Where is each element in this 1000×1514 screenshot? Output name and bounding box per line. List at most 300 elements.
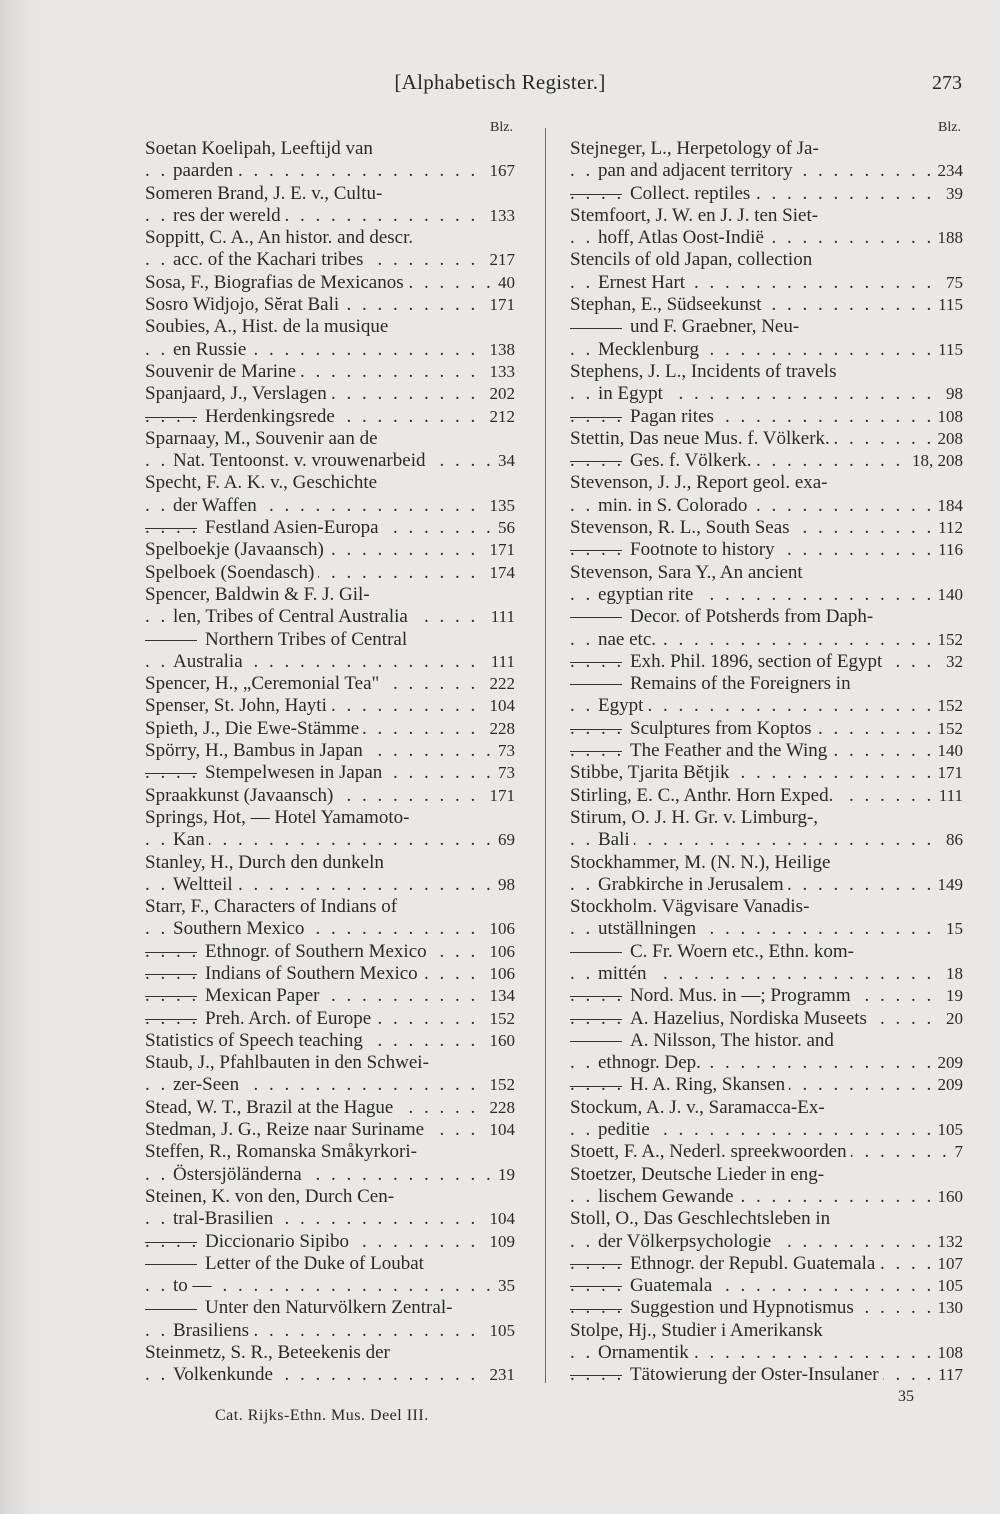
register-entry (570, 1141, 963, 1163)
register-entry (145, 785, 515, 807)
entry-page-number: 7 (949, 1141, 964, 1163)
repeat-dash (570, 662, 622, 663)
entry-line (570, 1297, 963, 1319)
entry-text: der Waffen (173, 495, 261, 516)
register-entry (145, 428, 515, 473)
entry-text: Stockhammer, M. (N. N.), Heilige (570, 851, 831, 873)
entry-page-number: 228 (484, 1097, 516, 1119)
entry-line (145, 1275, 515, 1297)
entry-text: ethnogr. Dep. (598, 1052, 705, 1073)
entry-text: Spenser, St. John, Hayti (145, 695, 331, 716)
entry-line (570, 383, 963, 405)
entry-page-number: 152 (932, 718, 964, 740)
register-entry (570, 450, 963, 472)
entry-line (145, 1186, 515, 1208)
entry-page-number: 133 (484, 361, 516, 383)
entry-page-number: 104 (484, 695, 516, 717)
entry-page-number: 130 (932, 1297, 964, 1319)
entry-page-number: 171 (932, 762, 964, 784)
entry-text: utställningen (598, 918, 700, 939)
entry-text: Nat. Tentoonst. v. vrouwenarbeid (173, 450, 429, 471)
repeat-dash (570, 1309, 622, 1310)
entry-page-number: 105 (932, 1119, 964, 1141)
register-entry (145, 896, 515, 941)
entry-line (145, 227, 515, 249)
entry-line (145, 450, 515, 472)
register-entry (570, 1074, 963, 1096)
entry-page-number: 108 (932, 1342, 964, 1364)
entry-text: A. Nilsson, The histor. and (630, 1029, 834, 1051)
entry-page-number: 135 (484, 495, 516, 517)
register-entry (570, 985, 963, 1007)
entry-page-number: 140 (932, 584, 964, 606)
entry-page-number: 73 (492, 740, 515, 762)
register-entry (145, 138, 515, 183)
register-entry (570, 1030, 963, 1075)
entry-line (145, 785, 515, 807)
register-entry (570, 1097, 963, 1142)
entry-text: Sosro Widjojo, Sĕrat Bali (145, 294, 343, 315)
entry-text: Suggestion und Hypnotismus (630, 1297, 858, 1318)
register-entry (570, 316, 963, 361)
entry-line (570, 1141, 963, 1163)
register-entry (570, 896, 963, 941)
entry-page-number: 171 (484, 785, 516, 807)
entry-line (145, 1364, 515, 1386)
entry-line (570, 629, 963, 651)
register-entry (145, 316, 515, 361)
repeat-dash (570, 1086, 622, 1087)
entry-line (570, 762, 963, 784)
entry-text: Spencer, Baldwin & F. J. Gil- (145, 583, 370, 605)
entry-line (145, 138, 515, 160)
blz-label-left: Blz. (490, 120, 513, 135)
entry-page-number: 209 (932, 1052, 964, 1074)
entry-text: Spencer, H., „Ceremonial Tea" (145, 673, 383, 694)
entry-line (570, 138, 963, 160)
entry-page-number: 228 (484, 718, 516, 740)
repeat-dash (145, 773, 197, 774)
repeat-dash (145, 1264, 197, 1265)
entry-text: acc. of the Kachari tribes (173, 249, 367, 270)
register-entry (570, 406, 963, 428)
register-entry (570, 673, 963, 718)
entry-page-number: 98 (940, 383, 963, 405)
entry-line (570, 1097, 963, 1119)
entry-line (145, 1208, 515, 1230)
register-entry (570, 852, 963, 897)
entry-line (145, 383, 515, 405)
entry-text: Australia (173, 651, 247, 672)
register-entry (570, 807, 963, 852)
register-entry (570, 1364, 963, 1386)
register-entry (145, 740, 515, 762)
register-entry (145, 1052, 515, 1097)
repeat-dash (570, 1019, 622, 1020)
entry-page-number: 117 (932, 1364, 963, 1386)
entry-page-number: 35 (492, 1275, 515, 1297)
entry-text: nae etc. (598, 629, 660, 650)
entry-line (145, 472, 515, 494)
repeat-dash (145, 1242, 197, 1243)
entry-line (145, 1074, 515, 1096)
register-entry (570, 539, 963, 561)
entry-page-number: 107 (932, 1253, 964, 1275)
register-entry (145, 361, 515, 383)
entry-line (570, 606, 963, 628)
entry-page-number: 108 (932, 406, 964, 428)
entry-page-number: 171 (484, 539, 516, 561)
entry-text: Unter den Naturvölkern Zentral- (205, 1297, 453, 1319)
entry-text: Starr, F., Characters of Indians of (145, 896, 398, 918)
entry-text: hoff, Atlas Oost-Indië (598, 227, 768, 248)
entry-page-number: 73 (492, 762, 515, 784)
entry-text: Statistics of Speech teaching (145, 1030, 367, 1051)
entry-text: Spelboek (Soendasch) (145, 562, 318, 583)
entry-text: Soppitt, C. A., An histor. and descr. (145, 227, 414, 249)
register-entry (570, 361, 963, 406)
entry-page-number: 86 (940, 829, 963, 851)
entry-page-number: 188 (932, 227, 964, 249)
entry-text: Springs, Hot, — Hotel Yamamoto- (145, 806, 410, 828)
entry-page-number: 149 (932, 874, 964, 896)
entry-line (570, 562, 963, 584)
entry-line (145, 762, 515, 784)
entry-page-number: 160 (484, 1030, 516, 1052)
entry-page-number: 140 (932, 740, 964, 762)
register-entry (145, 227, 515, 272)
entry-text: der Völkerpsychologie (598, 1231, 775, 1252)
entry-page-number: 98 (492, 874, 515, 896)
entry-text: res der wereld (173, 205, 285, 226)
entry-line (145, 1164, 515, 1186)
entry-line (145, 829, 515, 851)
entry-text: Soubies, A., Hist. de la musique (145, 316, 389, 338)
entry-page-number: 234 (932, 160, 964, 182)
entry-text: min. in S. Colorado (598, 495, 751, 516)
entry-text: to — (173, 1275, 216, 1296)
register-entry (145, 1119, 515, 1141)
entry-page-number: 106 (484, 941, 516, 963)
entry-text: und F. Graebner, Neu- (630, 316, 800, 338)
entry-page-number: 112 (932, 517, 963, 539)
entry-page-number: 40 (492, 272, 515, 294)
entry-text: Guatemala (630, 1275, 716, 1296)
entry-text: Ornamentik (598, 1342, 693, 1363)
register-entry (145, 1297, 515, 1342)
register-entry (145, 718, 515, 740)
entry-line (570, 428, 963, 450)
entry-line (570, 272, 963, 294)
entry-page-number: 19 (940, 985, 963, 1007)
entry-page-number: 184 (932, 495, 964, 517)
entry-text: Bali (598, 829, 634, 850)
register-entry (570, 785, 963, 807)
register-entry (570, 472, 963, 517)
register-entry (145, 517, 515, 539)
entry-text: lischem Gewande (598, 1186, 738, 1207)
repeat-dash (570, 751, 622, 752)
entry-text: Spraakkunst (Javaansch) (145, 785, 337, 806)
entry-page-number: 116 (932, 539, 963, 561)
entry-line (145, 272, 515, 294)
entry-line (145, 539, 515, 561)
entry-text: Ethnogr. der Republ. Guatemala (630, 1253, 879, 1274)
footer-catalog-title: Cat. Rijks-Ethn. Mus. Deel III. (215, 1407, 429, 1424)
entry-line (145, 406, 515, 428)
entry-page-number: 106 (484, 963, 516, 985)
entry-line (145, 852, 515, 874)
entry-line (570, 1342, 963, 1364)
repeat-dash (570, 1375, 622, 1376)
entry-line (570, 406, 963, 428)
entry-text: Mexican Paper (205, 985, 323, 1006)
entry-text: Stejneger, L., Herpetology of Ja- (570, 138, 819, 159)
entry-line (570, 852, 963, 874)
entry-line (570, 339, 963, 361)
entry-text: Someren Brand, J. E. v., Cultu- (145, 182, 383, 204)
entry-line (145, 1231, 515, 1253)
running-header: [Alphabetisch Register.] (394, 70, 606, 94)
entry-text: Tätowierung der Oster-Insulaner (630, 1364, 883, 1385)
entry-text: Decor. of Potsherds from Daph- (630, 606, 874, 628)
entry-text: Spanjaard, J., Verslagen (145, 383, 331, 404)
entry-line (145, 695, 515, 717)
entry-text: Footnote to history (630, 539, 779, 560)
repeat-dash (145, 528, 197, 529)
entry-page-number: 32 (940, 651, 963, 673)
register-entry (570, 1297, 963, 1319)
entry-text: H. A. Ring, Skansen (630, 1074, 789, 1095)
entry-page-number: 202 (484, 383, 516, 405)
entry-text: Kan (173, 829, 209, 850)
entry-page-number: 132 (932, 1231, 964, 1253)
register-entry (570, 762, 963, 784)
entry-page-number: 152 (484, 1008, 516, 1030)
entry-page-number: 209 (932, 1074, 964, 1096)
entry-text: Remains of the Foreigners in (630, 673, 851, 695)
entry-line (145, 629, 515, 651)
entry-text: Stibbe, Tjarita Bĕtjik (570, 762, 734, 783)
register-entry (145, 1097, 515, 1119)
entry-text: Stirling, E. C., Anthr. Horn Exped. (570, 785, 837, 806)
repeat-dash (570, 1286, 622, 1287)
entry-line (145, 205, 515, 227)
register-entry (145, 1008, 515, 1030)
entry-line (570, 1253, 963, 1275)
entry-line (145, 160, 515, 182)
entry-page-number: 160 (932, 1186, 964, 1208)
entry-text: Weltteil (173, 874, 237, 895)
repeat-dash (570, 461, 622, 462)
entry-line (145, 807, 515, 829)
entry-text: Volkenkunde (173, 1364, 277, 1385)
entry-text: Preh. Arch. of Europe (205, 1008, 375, 1029)
right-column (570, 117, 963, 1397)
entry-text: Stettin, Das neue Mus. f. Völkerk. (570, 428, 834, 449)
entry-text: Steffen, R., Romanska Småkyrkori- (145, 1141, 417, 1163)
entry-text: Soetan Koelipah, Leeftijd van (145, 138, 373, 159)
entry-line (570, 183, 963, 205)
register-entry (145, 762, 515, 784)
entry-page-number: 134 (484, 985, 516, 1007)
entry-page-number: 171 (484, 294, 516, 316)
register-entry (145, 539, 515, 561)
register-entry (145, 941, 515, 963)
entry-line (145, 294, 515, 316)
register-entry (145, 807, 515, 852)
entry-text: Stoetzer, Deutsche Lieder in eng- (570, 1163, 825, 1185)
repeat-dash (570, 1041, 622, 1042)
entry-line (570, 1008, 963, 1030)
entry-page-number: 104 (484, 1208, 516, 1230)
register-entry (570, 1320, 963, 1365)
register-entry (145, 852, 515, 897)
entry-text: Sculptures from Koptos (630, 718, 816, 739)
repeat-dash (570, 729, 622, 730)
entry-line (570, 1275, 963, 1297)
entry-text: Stephens, J. L., Incidents of travels (570, 360, 837, 382)
column-divider (545, 128, 546, 1383)
entry-line (570, 807, 963, 829)
register-entry (570, 517, 963, 539)
entry-line (145, 1342, 515, 1364)
entry-line (570, 740, 963, 762)
entry-page-number: 115 (932, 339, 963, 361)
entry-text: Festland Asien-Europa (205, 517, 383, 538)
entry-line (145, 963, 515, 985)
entry-line (145, 361, 515, 383)
repeat-dash (570, 684, 622, 685)
register-entry (145, 272, 515, 294)
entry-page-number: 222 (484, 673, 516, 695)
entry-line (145, 249, 515, 271)
entry-line (145, 1052, 515, 1074)
entry-page-number: 231 (484, 1364, 516, 1386)
entry-page-number: 20 (940, 1008, 963, 1030)
register-entry (145, 985, 515, 1007)
repeat-dash (145, 1019, 197, 1020)
register-entry (145, 1186, 515, 1231)
repeat-dash (570, 1264, 622, 1265)
entry-line (570, 918, 963, 940)
register-entry (145, 629, 515, 674)
entry-page-number: 104 (484, 1119, 516, 1141)
entry-line (570, 1320, 963, 1342)
entry-page-number: 106 (484, 918, 516, 940)
entry-line (145, 874, 515, 896)
entry-text: Indians of Southern Mexico (205, 963, 422, 984)
entry-text: zer-Seen (173, 1074, 243, 1095)
entry-text: peditie (598, 1119, 654, 1140)
entry-page-number: 105 (484, 1320, 516, 1342)
entry-text: Grabkirche in Jerusalem (598, 874, 788, 895)
entry-line (570, 294, 963, 316)
entry-line (145, 339, 515, 361)
entry-page-number: 152 (484, 1074, 516, 1096)
register-entry (145, 562, 515, 584)
register-entry (570, 294, 963, 316)
entry-line (570, 227, 963, 249)
entry-line (145, 517, 515, 539)
entry-line (570, 584, 963, 606)
entry-line (145, 1320, 515, 1342)
entry-line (570, 205, 963, 227)
page-number: 273 (932, 72, 962, 94)
entry-page-number: 34 (492, 450, 515, 472)
entry-page-number: 138 (484, 339, 516, 361)
entry-page-number: 111 (485, 606, 515, 628)
entry-text: Stencils of old Japan, collection (570, 249, 813, 271)
register-entry (570, 606, 963, 651)
entry-line (145, 1119, 515, 1141)
register-entry (570, 1208, 963, 1253)
entry-line (570, 1164, 963, 1186)
entry-line (570, 1208, 963, 1230)
entry-text: Stoett, F. A., Nederl. spreekwoorden (570, 1141, 851, 1162)
entry-line (570, 472, 963, 494)
entry-text: Specht, F. A. K. v., Geschichte (145, 472, 378, 494)
entry-line (145, 428, 515, 450)
entry-text: Ernest Hart (598, 272, 689, 293)
register-entry (570, 205, 963, 250)
entry-text: Stolpe, Hj., Studier i Amerikansk (570, 1319, 823, 1341)
register-entry (570, 1275, 963, 1297)
entry-text: egyptian rite (598, 584, 698, 605)
entry-page-number: 217 (484, 249, 516, 271)
entry-line (145, 1008, 515, 1030)
entry-text: Ges. f. Völkerk. (630, 450, 756, 471)
entry-text: en Russie (173, 339, 250, 360)
entry-page-number: 19 (492, 1164, 515, 1186)
register-entry (570, 138, 963, 183)
register-entry (570, 1008, 963, 1030)
entry-text: Stevenson, J. J., Report geol. exa- (570, 472, 828, 494)
register-entry (145, 472, 515, 517)
entry-text: Stockholm. Vägvisare Vanadis- (570, 896, 810, 918)
register-entry (570, 941, 963, 986)
entry-line (570, 1231, 963, 1253)
entry-line (570, 785, 963, 807)
entry-page-number: 208 (932, 428, 964, 450)
entry-text: Stedman, J. G., Reize naar Suriname (145, 1119, 428, 1140)
entry-text: Brasiliens (173, 1320, 253, 1341)
entry-page-number: 39 (940, 183, 963, 205)
entry-line (570, 539, 963, 561)
repeat-dash (145, 417, 197, 418)
entry-line (145, 740, 515, 762)
left-column (145, 117, 515, 1397)
register-entry (570, 740, 963, 762)
register-entry (570, 718, 963, 740)
entry-line (570, 249, 963, 271)
entry-text: paarden (173, 160, 237, 181)
right-entries (570, 138, 963, 1387)
entry-page-number: 167 (484, 160, 516, 182)
entry-text: Spörry, H., Bambus in Japan (145, 740, 367, 761)
entry-page-number: 18 (940, 963, 963, 985)
entry-page-number: 152 (932, 629, 964, 651)
repeat-dash (570, 952, 622, 953)
entry-text: Exh. Phil. 1896, section of Egypt (630, 651, 886, 672)
page-spine-shadow (0, 0, 46, 1514)
register-entry (570, 562, 963, 607)
entry-page-number: 152 (932, 695, 964, 717)
entry-page-number: 18, 208 (906, 450, 963, 472)
left-entries (145, 138, 515, 1387)
register-entry (145, 383, 515, 405)
entry-text: Mecklenburg (598, 339, 703, 360)
